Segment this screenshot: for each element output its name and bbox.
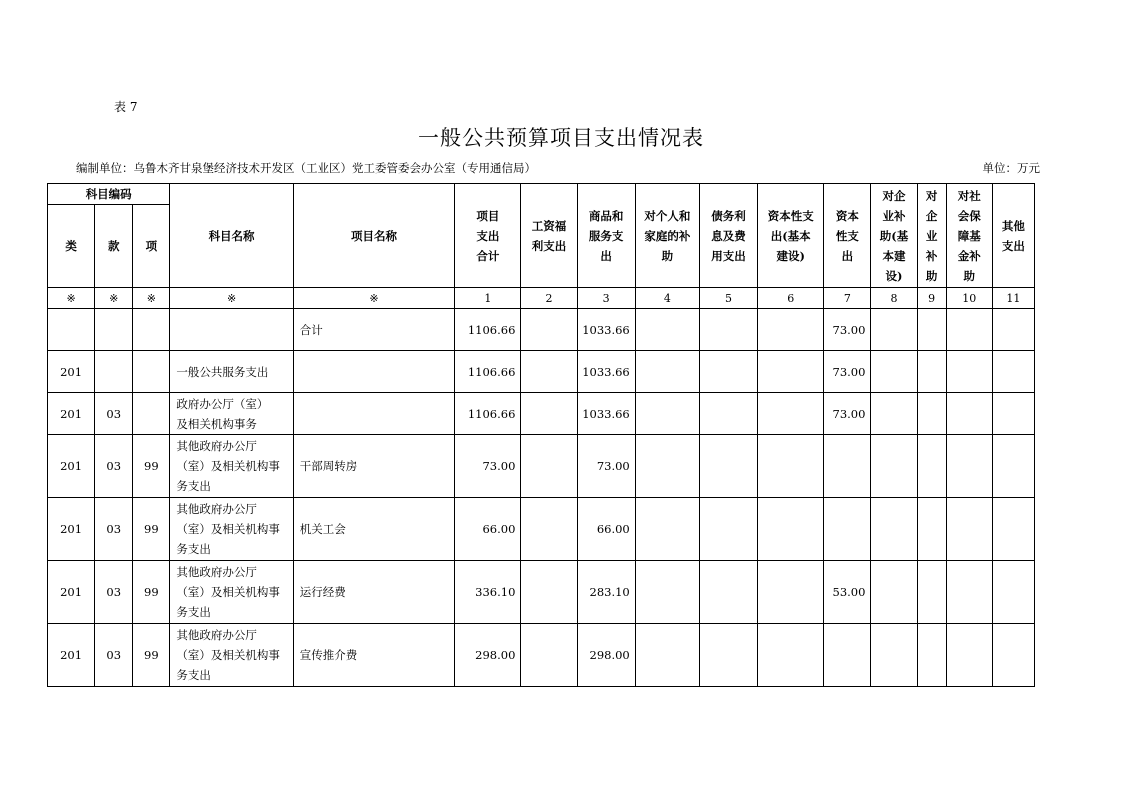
cell-wage xyxy=(521,624,577,687)
header-enterprise: 对 企 业 补 助 xyxy=(917,184,946,288)
index-cell: 5 xyxy=(699,288,757,309)
cell-social xyxy=(946,561,992,624)
cell-subject-name: 一般公共服务支出 xyxy=(170,351,293,393)
cell-project-name: 干部周转房 xyxy=(293,435,454,498)
cell-social xyxy=(946,498,992,561)
cell-enterprise-basic xyxy=(871,624,917,687)
cell-project-name: 宣传推介费 xyxy=(293,624,454,687)
cell-other xyxy=(992,498,1034,561)
cell-kuan: 03 xyxy=(95,393,133,435)
header-wage: 工资福 利支出 xyxy=(521,184,577,288)
cell-xiang: 99 xyxy=(133,561,170,624)
cell-wage xyxy=(521,393,577,435)
cell-other xyxy=(992,351,1034,393)
cell-personal xyxy=(635,435,699,498)
cell-kuan: 03 xyxy=(95,498,133,561)
table-row xyxy=(48,624,1035,687)
index-cell: 9 xyxy=(917,288,946,309)
cell-capital-basic xyxy=(758,309,824,351)
cell-social xyxy=(946,351,992,393)
cell-capital: 73.00 xyxy=(824,351,871,393)
cell-goods: 73.00 xyxy=(577,435,635,498)
cell-social xyxy=(946,435,992,498)
cell-lei: 201 xyxy=(48,624,95,687)
cell-other xyxy=(992,435,1034,498)
index-cell: 4 xyxy=(635,288,699,309)
index-cell: 2 xyxy=(521,288,577,309)
cell-xiang: 99 xyxy=(133,624,170,687)
index-cell: ※ xyxy=(133,288,170,309)
cell-project-name xyxy=(293,393,454,435)
header-personal: 对个人和 家庭的补 助 xyxy=(635,184,699,288)
cell-wage xyxy=(521,351,577,393)
index-cell: ※ xyxy=(48,288,95,309)
cell-debt xyxy=(699,309,757,351)
cell-total: 336.10 xyxy=(455,561,521,624)
cell-lei: 201 xyxy=(48,351,95,393)
cell-enterprise xyxy=(917,309,946,351)
cell-enterprise-basic xyxy=(871,561,917,624)
index-cell: 6 xyxy=(758,288,824,309)
cell-social xyxy=(946,393,992,435)
header-goods: 商品和 服务支 出 xyxy=(577,184,635,288)
cell-capital: 53.00 xyxy=(824,561,871,624)
cell-capital-basic xyxy=(758,393,824,435)
cell-enterprise xyxy=(917,393,946,435)
currency-unit: 单位：万元 xyxy=(982,161,1040,175)
cell-project-name xyxy=(293,351,454,393)
cell-subject-name: 其他政府办公厅 （室）及相关机构事 务支出 xyxy=(170,498,293,561)
cell-lei xyxy=(48,309,95,351)
cell-other xyxy=(992,561,1034,624)
header-capital: 资本 性支 出 xyxy=(824,184,871,288)
cell-debt xyxy=(699,624,757,687)
header-total: 项目 支出 合计 xyxy=(455,184,521,288)
cell-social xyxy=(946,309,992,351)
cell-goods: 1033.66 xyxy=(577,393,635,435)
index-cell: 11 xyxy=(992,288,1034,309)
cell-personal xyxy=(635,309,699,351)
cell-goods: 298.00 xyxy=(577,624,635,687)
cell-capital-basic xyxy=(758,435,824,498)
cell-debt xyxy=(699,393,757,435)
cell-xiang xyxy=(133,351,170,393)
cell-total: 298.00 xyxy=(455,624,521,687)
cell-xiang xyxy=(133,309,170,351)
header-other: 其他 支出 xyxy=(992,184,1034,288)
page-title: 一般公共预算项目支出情况表 xyxy=(418,126,704,150)
cell-wage xyxy=(521,309,577,351)
header-lei: 类 xyxy=(48,205,95,288)
cell-xiang: 99 xyxy=(133,435,170,498)
cell-personal xyxy=(635,351,699,393)
cell-total: 73.00 xyxy=(455,435,521,498)
header-debt: 债务利 息及费 用支出 xyxy=(699,184,757,288)
header-project-name: 项目名称 xyxy=(293,184,454,288)
cell-capital xyxy=(824,435,871,498)
cell-kuan: 03 xyxy=(95,624,133,687)
header-social: 对社 会保 障基 金补 助 xyxy=(946,184,992,288)
cell-personal xyxy=(635,624,699,687)
index-cell: 1 xyxy=(455,288,521,309)
table-row xyxy=(48,393,1035,435)
cell-enterprise-basic xyxy=(871,435,917,498)
index-cell: 10 xyxy=(946,288,992,309)
cell-personal xyxy=(635,561,699,624)
cell-subject-name: 其他政府办公厅 （室）及相关机构事 务支出 xyxy=(170,624,293,687)
table-row xyxy=(48,309,1035,351)
cell-personal xyxy=(635,393,699,435)
cell-subject-name: 政府办公厅（室） 及相关机构事务 xyxy=(170,393,293,435)
header-xiang: 项 xyxy=(133,205,170,288)
cell-goods: 66.00 xyxy=(577,498,635,561)
header-subject-name: 科目名称 xyxy=(170,184,293,288)
index-cell: ※ xyxy=(95,288,133,309)
index-row xyxy=(48,288,1035,309)
budget-table xyxy=(47,183,1035,687)
cell-wage xyxy=(521,561,577,624)
cell-wage xyxy=(521,498,577,561)
cell-lei: 201 xyxy=(48,393,95,435)
index-cell: 3 xyxy=(577,288,635,309)
index-cell: ※ xyxy=(170,288,293,309)
cell-goods: 1033.66 xyxy=(577,309,635,351)
cell-goods: 283.10 xyxy=(577,561,635,624)
header-code-group: 科目编码 xyxy=(48,184,170,205)
cell-enterprise xyxy=(917,498,946,561)
cell-capital-basic xyxy=(758,351,824,393)
header-kuan: 款 xyxy=(95,205,133,288)
cell-capital-basic xyxy=(758,561,824,624)
cell-kuan: 03 xyxy=(95,435,133,498)
table-header xyxy=(48,184,1035,288)
cell-other xyxy=(992,393,1034,435)
cell-capital xyxy=(824,624,871,687)
table-number: 表 7 xyxy=(114,100,138,114)
cell-capital-basic xyxy=(758,624,824,687)
index-cell: ※ xyxy=(293,288,454,309)
cell-kuan: 03 xyxy=(95,561,133,624)
cell-debt xyxy=(699,351,757,393)
cell-capital xyxy=(824,498,871,561)
cell-wage xyxy=(521,435,577,498)
table-row xyxy=(48,351,1035,393)
cell-debt xyxy=(699,435,757,498)
cell-social xyxy=(946,624,992,687)
cell-enterprise xyxy=(917,624,946,687)
table-row xyxy=(48,435,1035,498)
cell-xiang: 99 xyxy=(133,498,170,561)
cell-subject-name xyxy=(170,309,293,351)
cell-enterprise-basic xyxy=(871,309,917,351)
cell-enterprise xyxy=(917,435,946,498)
cell-enterprise-basic xyxy=(871,393,917,435)
cell-personal xyxy=(635,498,699,561)
cell-kuan xyxy=(95,309,133,351)
cell-total: 66.00 xyxy=(455,498,521,561)
cell-project-name: 合计 xyxy=(293,309,454,351)
cell-subject-name: 其他政府办公厅 （室）及相关机构事 务支出 xyxy=(170,435,293,498)
header-enterprise-basic: 对企 业补 助(基 本建 设) xyxy=(871,184,917,288)
cell-project-name: 机关工会 xyxy=(293,498,454,561)
cell-lei: 201 xyxy=(48,498,95,561)
header-capital-basic: 资本性支 出(基本 建设) xyxy=(758,184,824,288)
cell-capital-basic xyxy=(758,498,824,561)
cell-kuan xyxy=(95,351,133,393)
table-body xyxy=(48,288,1035,687)
cell-debt xyxy=(699,561,757,624)
cell-goods: 1033.66 xyxy=(577,351,635,393)
cell-lei: 201 xyxy=(48,561,95,624)
cell-enterprise xyxy=(917,561,946,624)
table-row xyxy=(48,498,1035,561)
cell-debt xyxy=(699,498,757,561)
cell-other xyxy=(992,624,1034,687)
cell-lei: 201 xyxy=(48,435,95,498)
cell-enterprise xyxy=(917,351,946,393)
cell-total: 1106.66 xyxy=(455,351,521,393)
cell-enterprise-basic xyxy=(871,351,917,393)
cell-capital: 73.00 xyxy=(824,393,871,435)
compiling-unit: 编制单位：乌鲁木齐甘泉堡经济技术开发区（工业区）党工委管委会办公室（专用通信局） xyxy=(76,161,536,175)
table-row xyxy=(48,561,1035,624)
index-cell: 7 xyxy=(824,288,871,309)
cell-subject-name: 其他政府办公厅 （室）及相关机构事 务支出 xyxy=(170,561,293,624)
cell-other xyxy=(992,309,1034,351)
cell-xiang xyxy=(133,393,170,435)
index-cell: 8 xyxy=(871,288,917,309)
cell-enterprise-basic xyxy=(871,498,917,561)
cell-capital: 73.00 xyxy=(824,309,871,351)
cell-project-name: 运行经费 xyxy=(293,561,454,624)
cell-total: 1106.66 xyxy=(455,309,521,351)
cell-total: 1106.66 xyxy=(455,393,521,435)
